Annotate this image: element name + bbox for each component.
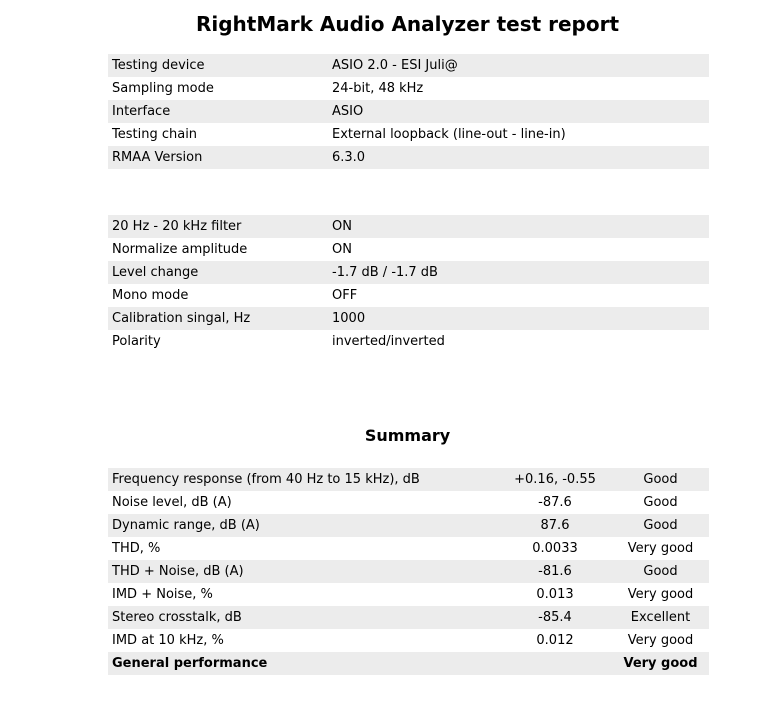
table-row	[108, 514, 709, 537]
settings-table	[108, 215, 709, 353]
table-row	[108, 468, 709, 491]
table-row	[108, 491, 709, 514]
metric-label: Noise level, dB (A)	[108, 491, 498, 514]
metric-rating: Good	[612, 468, 709, 491]
row-label: Polarity	[108, 330, 332, 353]
row-value: -1.7 dB / -1.7 dB	[332, 261, 709, 284]
row-value: External loopback (line-out - line-in)	[332, 123, 709, 146]
table-row	[108, 215, 709, 238]
metric-value: +0.16, -0.55	[498, 468, 612, 491]
row-label: Testing device	[108, 54, 332, 77]
metric-value: -85.4	[498, 606, 612, 629]
metric-value: -87.6	[498, 491, 612, 514]
table-row	[108, 77, 709, 100]
metric-value: -81.6	[498, 560, 612, 583]
metric-label: THD, %	[108, 537, 498, 560]
row-value: inverted/inverted	[332, 330, 709, 353]
row-value: ASIO 2.0 - ESI Juli@	[332, 54, 709, 77]
summary-title: Summary	[364, 426, 451, 445]
row-label: Sampling mode	[108, 77, 332, 100]
device-info-table	[108, 54, 709, 169]
row-value: ON	[332, 238, 709, 261]
metric-label: IMD + Noise, %	[108, 583, 498, 606]
row-label: RMAA Version	[108, 146, 332, 169]
report-title: RightMark Audio Analyzer test report	[195, 12, 620, 36]
table-row	[108, 330, 709, 353]
row-label: Level change	[108, 261, 332, 284]
table-row	[108, 100, 709, 123]
summary-table	[108, 468, 709, 675]
row-value: ON	[332, 215, 709, 238]
row-label: Testing chain	[108, 123, 332, 146]
general-performance-row	[108, 652, 709, 675]
metric-rating: Good	[612, 560, 709, 583]
metric-rating: Very good	[612, 629, 709, 652]
table-row	[108, 307, 709, 330]
general-performance-rating: Very good	[612, 652, 709, 675]
row-label: Interface	[108, 100, 332, 123]
metric-value: 87.6	[498, 514, 612, 537]
row-label: Mono mode	[108, 284, 332, 307]
table-row	[108, 54, 709, 77]
metric-label: Frequency response (from 40 Hz to 15 kHz), dB	[108, 468, 498, 491]
row-value: ASIO	[332, 100, 709, 123]
table-row	[108, 606, 709, 629]
row-value: 24-bit, 48 kHz	[332, 77, 709, 100]
table-row	[108, 123, 709, 146]
row-value: 1000	[332, 307, 709, 330]
general-performance-value	[498, 652, 612, 675]
table-row	[108, 238, 709, 261]
metric-label: THD + Noise, dB (A)	[108, 560, 498, 583]
table-row	[108, 146, 709, 169]
metric-label: Dynamic range, dB (A)	[108, 514, 498, 537]
table-row	[108, 537, 709, 560]
table-row	[108, 560, 709, 583]
table-row	[108, 629, 709, 652]
metric-label: Stereo crosstalk, dB	[108, 606, 498, 629]
metric-rating: Good	[612, 514, 709, 537]
row-value: 6.3.0	[332, 146, 709, 169]
table-row	[108, 284, 709, 307]
general-performance-label: General performance	[108, 652, 498, 675]
row-label: Calibration singal, Hz	[108, 307, 332, 330]
metric-value: 0.0033	[498, 537, 612, 560]
metric-rating: Very good	[612, 583, 709, 606]
metric-value: 0.013	[498, 583, 612, 606]
table-row	[108, 583, 709, 606]
metric-rating: Excellent	[612, 606, 709, 629]
metric-rating: Very good	[612, 537, 709, 560]
row-label: 20 Hz - 20 kHz filter	[108, 215, 332, 238]
metric-label: IMD at 10 kHz, %	[108, 629, 498, 652]
row-label: Normalize amplitude	[108, 238, 332, 261]
metric-rating: Good	[612, 491, 709, 514]
row-value: OFF	[332, 284, 709, 307]
metric-value: 0.012	[498, 629, 612, 652]
table-row	[108, 261, 709, 284]
